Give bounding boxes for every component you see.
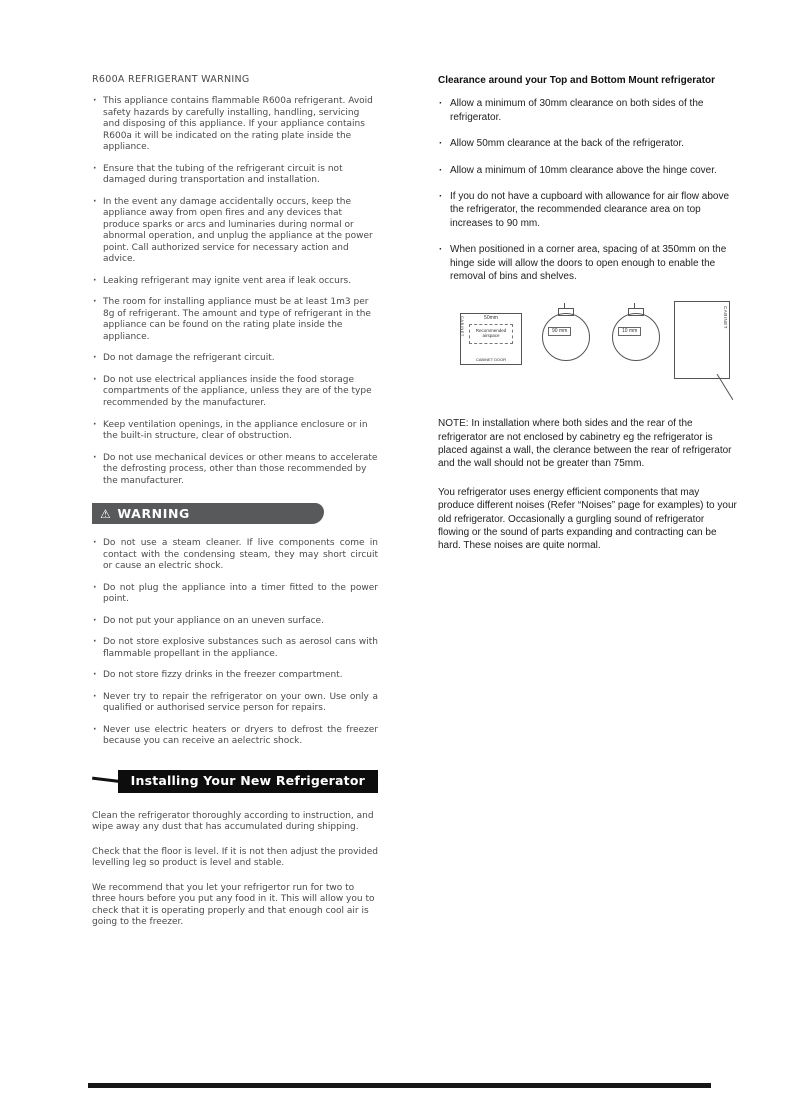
list-item: · Ensure that the tubing of the refrigerant circuit is not damaged during transportation and installation. — [92, 164, 378, 187]
warning-triangle-icon: ⚠ — [100, 506, 112, 521]
clearance-title: Clearance around your Top and Bottom Mount refrigerator — [438, 75, 716, 86]
list-item: · Allow a minimum of 10mm clearance above the hinge cover. — [438, 164, 738, 177]
list-item: · Do not put your appliance on an uneven surface. — [92, 616, 378, 628]
noise-paragraph: You refrigerator uses energy efficient components that may produce different noises (Refer “Noises” page for examples) to your old refrigerator. Occasionally a gurgling sound of refrigerator flowing or the sound of parts expanding and contracting can be hard. These noises are quite normal. — [438, 486, 737, 552]
cabinet-door-label: CABINET DOOR — [475, 357, 507, 363]
list-item: · Do not store fizzy drinks in the freezer compartment. — [92, 670, 378, 682]
list-item: · Do not plug the appliance into a timer fitted to the power point. — [92, 583, 378, 606]
cabinet-side-label: CABINET — [460, 316, 465, 338]
clearance-diagram-top-90mm — [534, 301, 592, 363]
installing-heading-banner — [92, 770, 378, 793]
clearance-diagrams — [460, 301, 738, 397]
list-item: · Do not use mechanical devices or other means to accelerate the defrosting process, other than those recommended by the manufacturer. — [92, 453, 378, 488]
top-clearance-dimension: 90 mm — [548, 327, 571, 336]
page-footer-bar — [88, 1083, 711, 1088]
installing-heading-title: Installing Your New Refrigerator — [118, 770, 378, 793]
door-swing-circle — [612, 313, 660, 361]
heading-lead-line — [92, 776, 120, 782]
installation-note: NOTE: In installation where both sides and the rear of the refrigerator are not enclosed by cabinetry eg the refrigerator is placed against a wall, the clerance between the rear of refrigerator and the wall should not be greater than 75mm. — [438, 418, 732, 470]
refrigerant-warning-title: R600A REFRIGERANT WARNING — [92, 74, 250, 85]
cabinet-side-label: CABINET — [723, 306, 728, 330]
warning-list — [92, 538, 378, 748]
left-column — [92, 74, 378, 942]
list-item: · Do not store explosive substances such as aerosol cans with flammable propellant in the appliance. — [92, 637, 378, 660]
list-item: · Allow 50mm clearance at the back of the refrigerator. — [438, 137, 738, 150]
list-item: · Do not use a steam cleaner. If live components come in contact with the condensing steam, they may short circuit or cause an electric shock. — [92, 538, 378, 573]
warning-banner — [92, 503, 324, 524]
list-item: · The room for installing appliance must be at least 1m3 per 8g of refrigerant. The amount and type of refrigerant in the appliance can be found on the rating plate inside the appliance. — [92, 297, 378, 343]
list-item: · Keep ventilation openings, in the appliance enclosure or in the built-in structure, clear of obstruction. — [92, 420, 378, 443]
clearance-list — [438, 97, 738, 283]
list-item: · In the event any damage accidentally occurs, keep the appliance away from open fires and any devices that produce sparks or arcs and luminaries during normal or abnormal operation, and unplug the appliance at the power point. Call authorized service for necessary action and advice. — [92, 197, 378, 266]
back-clearance-dimension: 50mm — [484, 315, 498, 322]
clearance-diagram-cabinet-top-view — [460, 313, 522, 365]
list-item: · When positioned in a corner area, spacing of at 350mm on the hinge side will allow the doors to open enough to enable the removal of bins and shelves. — [438, 243, 738, 283]
door-swing-circle — [542, 313, 590, 361]
list-item: · Do not use electrical appliances inside the food storage compartments of the appliance, unless they are of the type recommended by the manufacturer. — [92, 375, 378, 410]
hinge-clearance-dimension: 10 mm — [618, 327, 641, 336]
list-item: · Do not damage the refrigerant circuit. — [92, 353, 378, 365]
recommended-airspace-label: Recommended airspace — [469, 324, 513, 344]
installing-paragraph: Clean the refrigerator thoroughly according to instruction, and wipe away any dust that has accumulated during shipping. — [92, 810, 374, 833]
list-item: · Leaking refrigerant may ignite vent area if leak occurs. — [92, 276, 378, 288]
list-item: · Never try to repair the refrigerator on your own. Use only a qualified or authorised service person for repairs. — [92, 692, 378, 715]
door-open-line — [671, 374, 733, 400]
warning-banner-label: WARNING — [117, 505, 190, 521]
list-item: · If you do not have a cupboard with allowance for air flow above the refrigerator, the recommended clearance area on top increases to 90 mm. — [438, 190, 738, 230]
clearance-diagram-side-view — [674, 301, 730, 379]
right-column — [438, 74, 738, 568]
clearance-diagram-hinge-10mm — [604, 301, 662, 363]
list-item: · Allow a minimum of 30mm clearance on both sides of the refrigerator. — [438, 97, 738, 124]
list-item: · Never use electric heaters or dryers to defrost the freezer because you can receive an aelectric shock. — [92, 725, 378, 748]
installing-paragraph: We recommend that you let your refrigertor run for two to three hours before you put any food in it. This will allow you to check that it is operating properly and that enough cool air is going to the freezer. — [92, 882, 375, 928]
list-item: · This appliance contains flammable R600a refrigerant. Avoid safety hazards by carefully installing, handling, servicing and disposing of this appliance. If your appliance contains R600a it will be indicated on the rating plate inside the appliance. — [92, 96, 378, 154]
refrigerant-warning-list — [92, 96, 378, 487]
installing-paragraph: Check that the floor is level. If it is not then adjust the provided levelling leg so product is level and stable. — [92, 846, 378, 869]
